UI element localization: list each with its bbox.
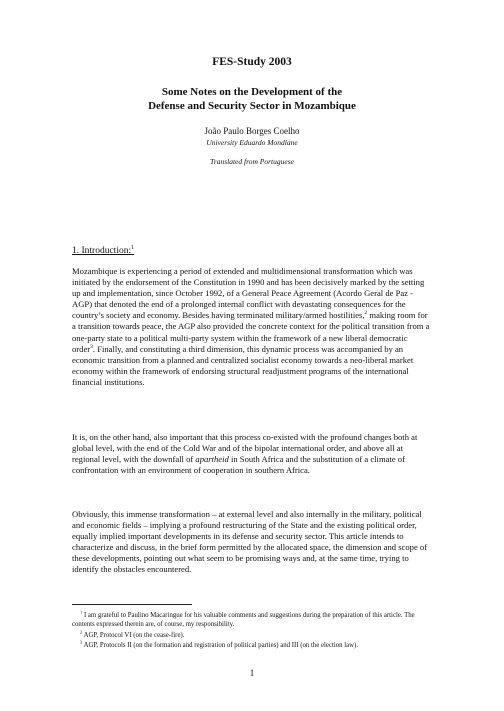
paragraph-1-part-b: making room for a transition towards peace, the AGP also provided the concrete context for the political transition from a one-party state to a political multi-party system within the framework of a new liberal democratic order: [72, 310, 430, 354]
footnote-1: [72, 609, 432, 629]
footnote-ref-2[interactable]: 2: [364, 310, 368, 317]
title-line-2: Defense and Security Sector in Mozambique: [148, 100, 356, 112]
translation-note: Translated from Portuguese: [210, 157, 294, 166]
study-label: FES-Study 2003: [212, 56, 292, 68]
footnote-2-mark: 2: [80, 629, 83, 635]
paragraph-1-part-c: . Finally, and constituting a third dimension, this dynamic process was accompanied by an economic transition from a planned and centralized socialist economy towards a neo-liberal market economy within the framework of endorsing structural readjustment programs of the international financial institutions.: [72, 343, 414, 387]
paragraph-2-part-b: in South Africa and the substitution of a climate of confrontation with an environment of cooperation in southern Africa.: [72, 454, 405, 476]
footnote-3-text: AGP, Protocols II (on the formation and registration of political parties) and III (on the election law).: [82, 642, 359, 649]
footnote-1-text: I am grateful to Paulino Macaringue for his valuable comments and suggestions during the preparation of this article. The contents expressed therein are, of course, my responsibility.: [72, 612, 415, 628]
paragraph-1-part-a: Mozambique is experiencing a period of extended and multidimensional transformation which was initiated by the endorsement of the Constitution in 1990 and has been decisively marked by the setting up and implementation, since October 1992, of a General Peace Agreement (Acordo Geral de Paz - AGP) that denoted the end of a prolonged internal conflict with devastating consequences for the country’s society and economy. Besides having terminated military/armed hostilities,: [72, 266, 425, 321]
footnote-ref-3[interactable]: 3: [90, 343, 93, 350]
footnote-2-text: AGP, Protocol VI (on the cease-fire).: [82, 632, 185, 639]
author-affiliation: University Eduardo Mondlane: [206, 138, 298, 147]
title-line-1: Some Notes on the Development of the: [161, 86, 343, 98]
footnote-3: [72, 639, 432, 651]
footnote-1-mark: 1: [80, 609, 83, 615]
section-heading-text: 1. Introduction:: [72, 246, 132, 257]
paragraph-3: Obviously, this immense transformation – at external level and also internally in the military, political and economic fields – implying a profound restructuring of the State and the existing political order, equally implied important developments in its defense and security sector. This article intends to characterize and discuss, in the brief form permitted by the allocated space, the dimension and scope of these developments, pointing out what seem to be promising ways and, at the same time, trying to identify the obstacles encountered.: [72, 509, 428, 575]
paragraph-2-part-a: It is, on the other hand, also important that this process co-existed with the profound changes both at global level, with the end of the Cold War and of the bipolar international order, and above all at regional level, with the downfall of: [72, 432, 418, 465]
page-number: 1: [249, 668, 255, 678]
paragraph-2: [72, 432, 432, 476]
section-heading: [72, 245, 134, 256]
paragraph-1: [72, 266, 432, 388]
footnote-ref-1[interactable]: 1: [131, 245, 135, 251]
footnote-divider: [72, 604, 192, 605]
author-name: João Paulo Borges Coelho: [204, 126, 300, 136]
footnote-2: [72, 629, 432, 641]
paragraph-2-italic: apartheid: [195, 454, 229, 465]
footnote-3-mark: 3: [80, 639, 83, 645]
